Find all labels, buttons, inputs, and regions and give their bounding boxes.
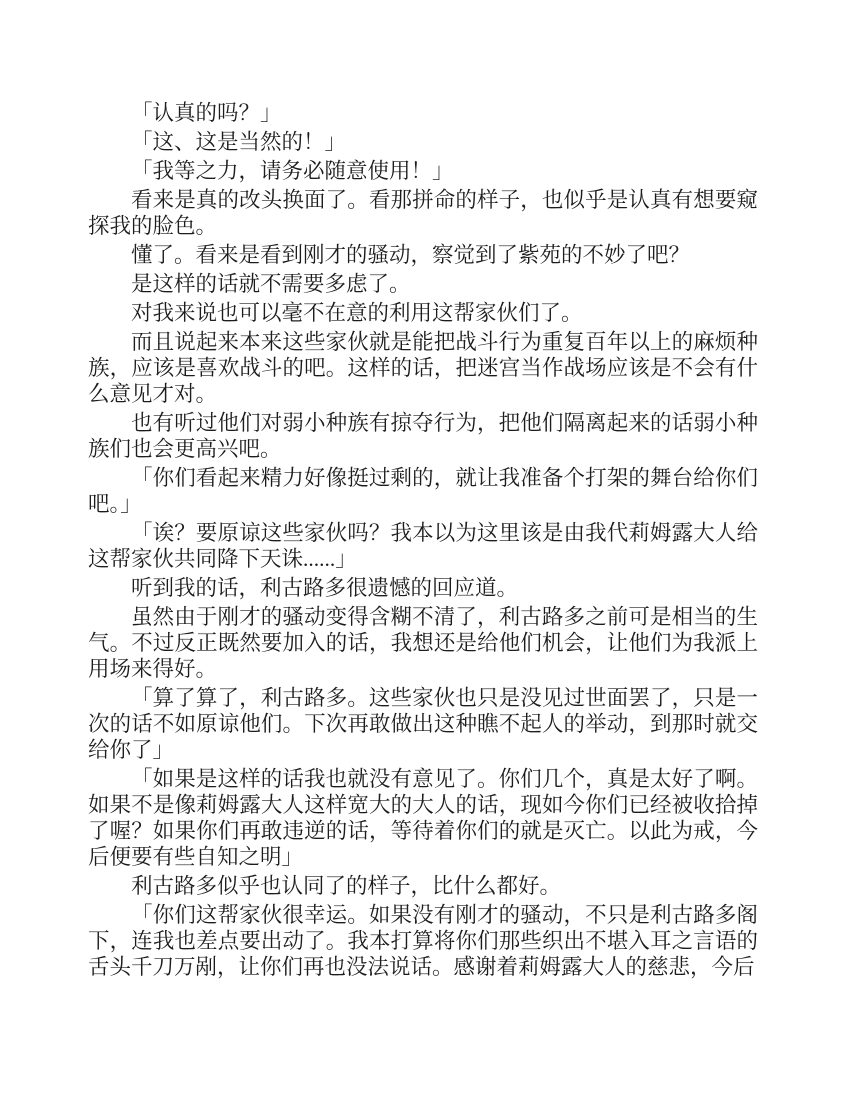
paragraph: 懂了。看来是看到刚才的骚动，察觉到了紫苑的不妙了吧？ <box>131 243 691 267</box>
paragraph: 对我来说也可以毫不在意的利用这帮家伙们了。 <box>131 301 583 325</box>
paragraph: 虽然由于刚才的骚动变得含糊不清了，利古路多之前可是相当的生气。不过反正既然要加入的话，我想还是给他们机会，让他们为我派上用场来得好。 <box>88 605 758 681</box>
paragraph: 「这、这是当然的！」 <box>131 130 347 154</box>
paragraph: 「算了算了，利古路多。这些家伙也只是没见过世面罢了，只是一次的话不如原谅他们。下次再敢做出这种瞧不起人的举动，到那时就交给你了」 <box>88 686 758 762</box>
text-content <box>88 100 758 980</box>
paragraph: 「你们看起来精力好像挺过剩的，就让我准备个打架的舞台给你们吧。」 <box>88 466 758 516</box>
paragraph: 是这样的话就不需要多虑了。 <box>131 272 411 296</box>
paragraph: 看来是真的改头换面了。看那拼命的样子，也似乎是认真有想要窥探我的脸色。 <box>88 188 758 238</box>
paragraph: 也有听过他们对弱小种族有掠夺行为，把他们隔离起来的话弱小种族们也会更高兴吧。 <box>88 411 758 461</box>
paragraph: 听到我的话，利古路多很遗憾的回应道。 <box>131 576 519 600</box>
paragraph: 「你们这帮家伙很幸运。如果没有刚才的骚动，不只是利古路多阁下，连我也差点要出动了。我本打算将你们那些织出不堪入耳之言语的舌头千刀万剐，让你们再也没法说话。感谢着莉姆露大人的慈悲，今后 <box>88 903 758 979</box>
paragraph: 「我等之力，请务必随意使用！」 <box>131 159 454 183</box>
paragraph: 利古路多似乎也认同了的样子，比什么都好。 <box>131 874 562 898</box>
paragraph: 而且说起来本来这些家伙就是能把战斗行为重复百年以上的麻烦种族，应该是喜欢战斗的吧。这样的话，把迷宫当作战场应该是不会有什么意见才对。 <box>88 330 758 406</box>
paragraph: 「诶？要原谅这些家伙吗？我本以为这里该是由我代莉姆露大人给这帮家伙共同降下天诛......」 <box>88 521 758 571</box>
paragraph: 「如果是这样的话我也就没有意见了。你们几个，真是太好了啊。如果不是像莉姆露大人这样宽大的大人的话，现如今你们已经被收拾掉了喔？如果你们再敢违逆的话，等待着你们的就是灭亡。以此为戒，今后便要有些自知之明」 <box>88 767 758 869</box>
paragraph: 「认真的吗？」 <box>131 101 282 125</box>
